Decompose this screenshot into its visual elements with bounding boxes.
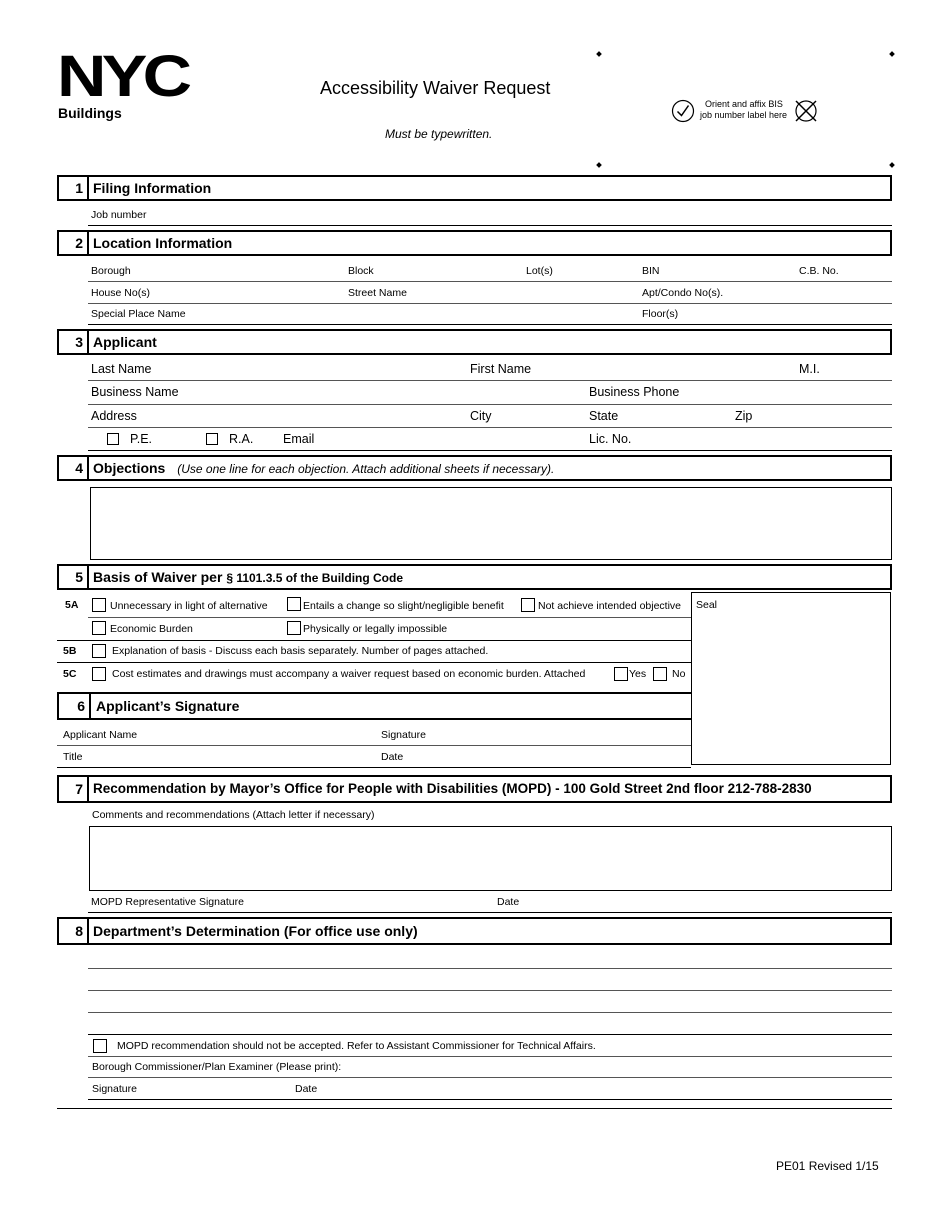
row-line[interactable] [88,427,892,428]
explanation-checkbox[interactable] [92,644,106,658]
state-label: State [589,409,619,423]
signature-label: Signature [381,729,426,741]
section-2-header [57,230,892,256]
row-line[interactable] [88,380,892,381]
row-line[interactable] [88,281,892,282]
house-label: House No(s) [91,287,150,299]
nyc-logo-text: NYC [57,44,188,109]
borough-label: Borough [91,265,131,277]
row-line [57,662,691,663]
business-name-label: Business Name [91,385,179,399]
row-line[interactable] [88,1099,892,1100]
lic-no-label: Lic. No. [589,432,632,446]
street-label: Street Name [348,287,407,299]
objections-textarea[interactable] [90,487,892,560]
mopd-signature-label: MOPD Representative Signature [91,896,244,908]
section-number: 7 [59,777,89,801]
impossible-label: Physically or legally impossible [303,623,448,635]
determination-line[interactable] [88,968,892,969]
borough-commissioner-label: Borough Commissioner/Plan Examiner (Please print): [92,1061,342,1073]
section-title: Department’s Determination (For office use only) [93,923,418,939]
nyc-logo-sub: Buildings [58,105,122,121]
address-label: Address [91,409,137,423]
not-achieve-checkbox[interactable] [521,598,535,612]
determination-line[interactable] [88,1034,892,1035]
block-label: Block [348,265,374,277]
row-line[interactable] [88,450,892,451]
comments-textarea[interactable] [89,826,892,891]
section-number: 3 [59,331,89,353]
row-line [57,640,691,641]
corner-mark [889,51,895,57]
section-title: Recommendation by Mayor’s Office for People with Disabilities (MOPD) - 100 Gold Street 2nd floor 212-788-2830 [93,781,812,796]
seal-box[interactable] [691,592,891,765]
job-number-field[interactable] [88,225,892,226]
pe-checkbox[interactable] [107,433,119,445]
row-line [88,1056,892,1057]
economic-burden-checkbox[interactable] [92,621,106,635]
row-line[interactable] [88,912,892,913]
corner-mark [596,162,602,168]
objections-note: (Use one line for each objection. Attach additional sheets if necessary). [177,462,555,476]
section-6-header [57,692,691,720]
section-title: Filing Information [93,180,212,196]
row-line[interactable] [57,767,691,768]
checkmark-circle-icon [671,99,695,123]
not-accepted-checkbox[interactable] [93,1039,107,1053]
floors-label: Floor(s) [642,308,679,320]
section-number: 8 [59,919,89,943]
section-title-small: § 1101.3.5 of the Building Code [226,571,404,585]
section-4-header [57,455,892,481]
section-number: 1 [59,177,89,199]
corner-mark [889,162,895,168]
zip-label: Zip [735,409,753,423]
explanation-label: Explanation of basis - Discuss each basis separately. Number of pages attached. [112,645,489,657]
section-7-header [57,775,892,803]
label-note-line1: Orient and affix BIS [705,99,783,109]
form-end-line [57,1108,892,1109]
row-line[interactable] [88,303,892,304]
seal-label: Seal [696,599,718,611]
email-label: Email [283,432,315,446]
cost-estimates-checkbox[interactable] [92,667,106,681]
not-accepted-label: MOPD recommendation should not be accepted. Refer to Assistant Commissioner for Technical Affairs. [117,1040,596,1052]
section-number: 5 [59,566,89,588]
section-title-text: Basis of Waiver per [93,569,223,585]
row-line [88,617,691,618]
section-number: 6 [59,694,91,718]
no-label: No [672,668,686,680]
business-phone-label: Business Phone [589,385,680,399]
row-line[interactable] [88,324,892,325]
row-line[interactable] [88,404,892,405]
section-title: Applicant [93,334,157,350]
pe-label: P.E. [130,432,153,446]
yes-label: Yes [629,668,647,680]
mi-label: M.I. [799,362,820,376]
ra-label: R.A. [229,432,254,446]
section-5-header [57,564,892,590]
cost-estimates-label: Cost estimates and drawings must accompany a waiver request based on economic burden. Attached [112,668,586,680]
section-8-header [57,917,892,945]
not-achieve-label: Not achieve intended objective [538,600,682,612]
corner-mark [596,51,602,57]
applicant-name-label: Applicant Name [63,729,138,741]
unnecessary-checkbox[interactable] [92,598,106,612]
slight-change-checkbox[interactable] [287,597,301,611]
5b-label: 5B [63,645,77,657]
first-name-label: First Name [470,362,532,376]
last-name-label: Last Name [91,362,152,376]
impossible-checkbox[interactable] [287,621,301,635]
section-number: 2 [59,232,89,254]
slight-change-label: Entails a change so slight/negligible benefit [303,600,504,612]
section-title-text: Objections [93,460,166,476]
lots-label: Lot(s) [526,265,553,277]
date-label: Date [381,751,404,763]
section-title: Applicant’s Signature [96,698,240,714]
section-number: 4 [59,457,89,479]
row-line[interactable] [88,1077,892,1078]
no-checkbox[interactable] [653,667,667,681]
determination-signature-label: Signature [92,1083,137,1095]
determination-line[interactable] [88,990,892,991]
economic-burden-label: Economic Burden [110,623,193,635]
section-title [93,566,403,589]
section-title [93,457,554,480]
row-line[interactable] [57,745,691,746]
bin-label: BIN [642,265,660,277]
city-label: City [470,409,492,423]
mopd-date-label: Date [497,896,520,908]
section-title: Location Information [93,235,233,251]
form-subtitle: Must be typewritten. [385,127,493,141]
cb-label: C.B. No. [799,265,839,277]
unnecessary-label: Unnecessary in light of alternative [110,600,268,612]
crossed-circle-icon [793,98,819,124]
5c-label: 5C [63,668,77,680]
job-number-label: Job number [91,209,147,221]
form-id: PE01 Revised 1/15 [776,1159,879,1173]
special-place-label: Special Place Name [91,308,186,320]
determination-date-label: Date [295,1083,318,1095]
section-1-header [57,175,892,201]
title-label: Title [63,751,83,763]
ra-checkbox[interactable] [206,433,218,445]
comments-label: Comments and recommendations (Attach letter if necessary) [92,809,375,821]
label-note-line2: job number label here [700,110,788,120]
section-3-header [57,329,892,355]
apt-label: Apt/Condo No(s). [642,287,724,299]
yes-checkbox[interactable] [614,667,628,681]
nyc-logo [57,44,197,124]
5a-label: 5A [65,599,79,611]
form-title: Accessibility Waiver Request [320,78,551,98]
determination-line[interactable] [88,1012,892,1013]
